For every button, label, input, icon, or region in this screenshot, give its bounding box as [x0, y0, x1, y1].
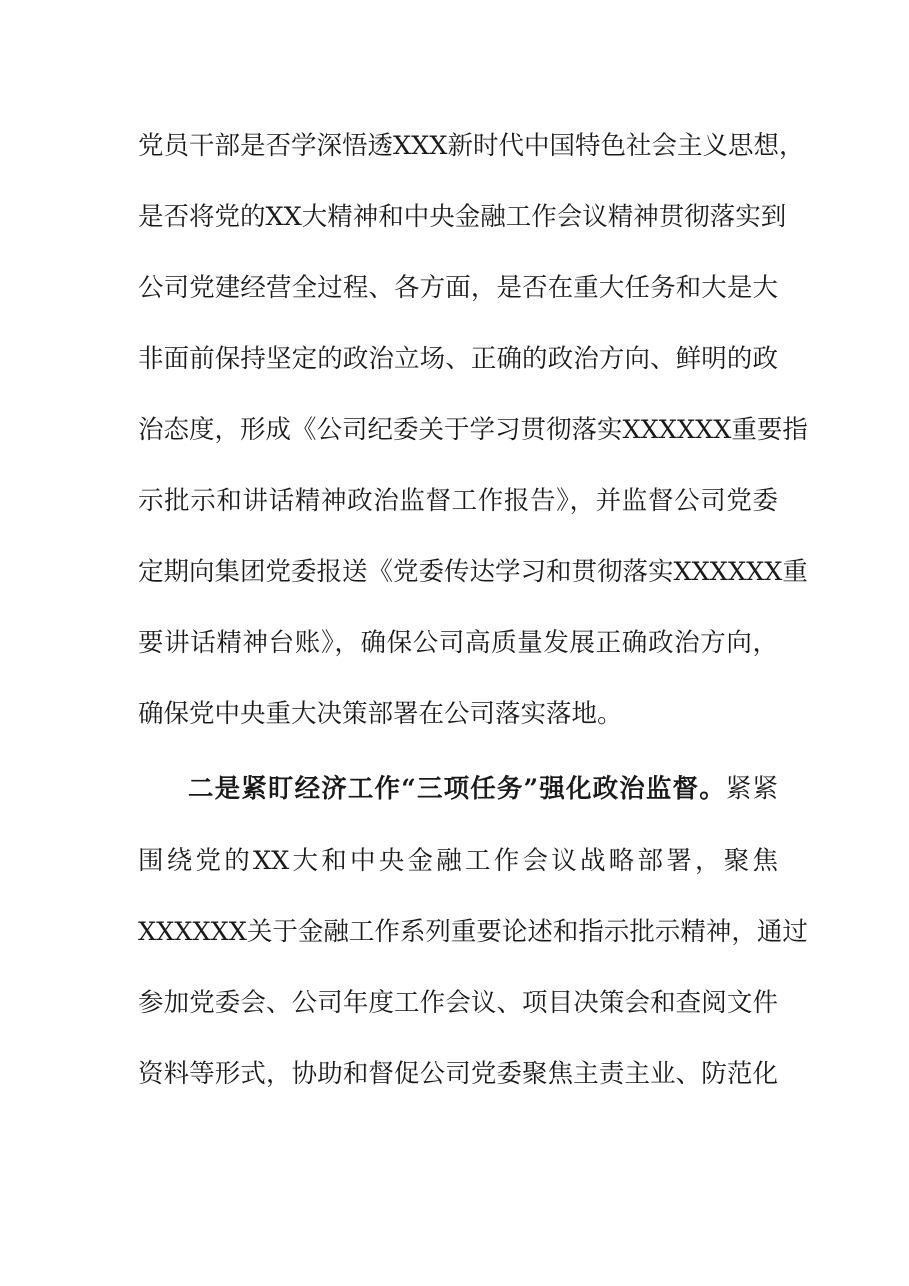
paragraph-line: 示批示和讲话精神政治监督工作报告》，并监督公司党委 — [138, 486, 778, 516]
paragraph-line: 确保党中央重大决策部署在公司落实落地。 — [138, 699, 623, 729]
paragraph-line: 定期向集团党委报送《党委传达学习和贯彻落实XXXXXX重 — [138, 557, 808, 587]
paragraph-line: 是否将党的XX大精神和中央金融工作会议精神贯彻落实到 — [138, 202, 787, 232]
section-text-start: 紧紧 — [725, 774, 778, 804]
paragraph-line: 治态度，形成《公司纪委关于学习贯彻落实XXXXXX重要指 — [138, 415, 808, 445]
section-heading: 二是紧盯经济工作“三项任务”强化政治监督。 — [188, 774, 726, 804]
paragraph-line: 资料等形式，协助和督促公司党委聚焦主责主业、防范化 — [138, 1059, 778, 1089]
paragraph-line: 公司党建经营全过程、各方面，是否在重大任务和大是大 — [138, 273, 778, 303]
paragraph-line: 非面前保持坚定的政治立场、正确的政治方向、鲜明的政 — [138, 344, 778, 374]
paragraph-line: 党员干部是否学深悟透XXX新时代中国特色社会主义思想， — [138, 131, 805, 161]
section-heading-line — [188, 769, 778, 809]
paragraph-line: 要讲话精神台账》，确保公司高质量发展正确政治方向， — [138, 628, 778, 658]
paragraph-line: 围绕党的XX大和中央金融工作会议战略部署，聚焦 — [138, 846, 778, 876]
paragraph-line: XXXXXX关于金融工作系列重要论述和指示批示精神，通过 — [138, 917, 808, 947]
paragraph-line: 参加党委会、公司年度工作会议、项目决策会和查阅文件 — [138, 988, 778, 1018]
